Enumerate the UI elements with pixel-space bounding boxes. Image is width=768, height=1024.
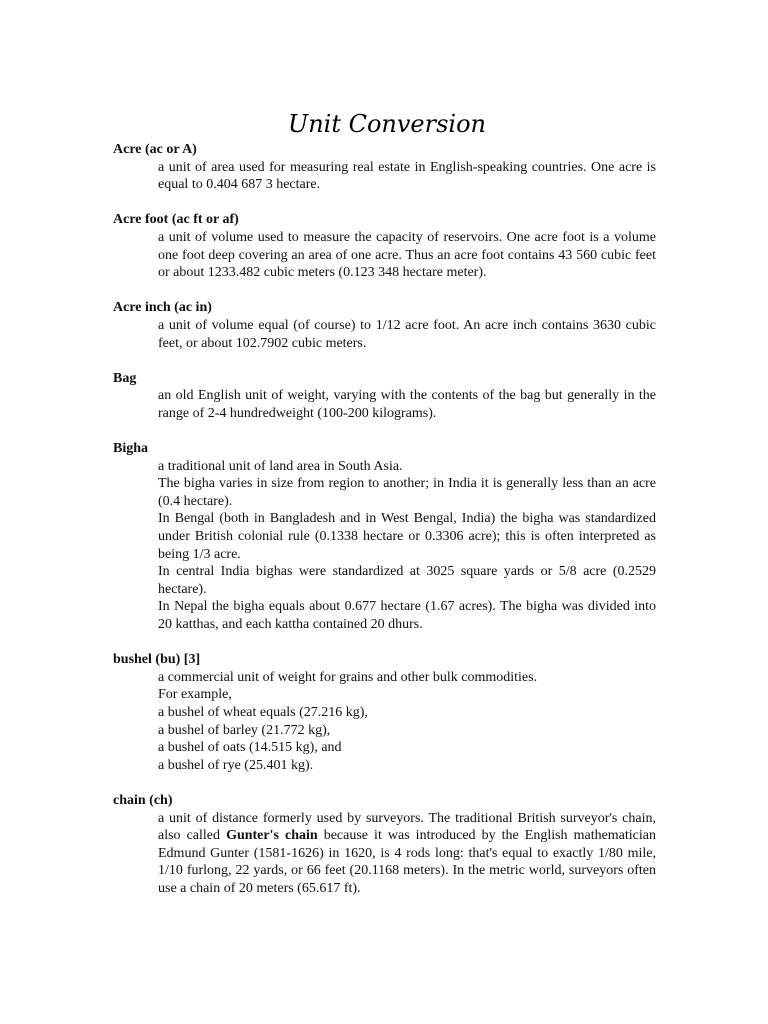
entry-description-line: a traditional unit of land area in South Asia. bbox=[158, 458, 403, 474]
entry-description bbox=[113, 810, 656, 898]
entry-description-line: The bigha varies in size from region to another; in India it is generally less than an acre (0.4 hectare). bbox=[158, 476, 656, 509]
entry-description-line: a commercial unit of weight for grains and other bulk commodities. bbox=[158, 669, 538, 685]
entry-term: Bag bbox=[113, 370, 137, 386]
entry-description-line: For example, bbox=[158, 687, 232, 703]
glossary-entry-acre-inch bbox=[113, 299, 656, 352]
entry-description-line: a bushel of oats (14.515 kg), and bbox=[158, 740, 342, 756]
glossary-list bbox=[113, 141, 656, 898]
entry-description-text: a unit of distance formerly used by surveyors. The traditional British surveyor's chain, also called bbox=[158, 810, 656, 844]
entry-description-line: a bushel of rye (25.401 kg). bbox=[158, 757, 314, 773]
entry-term: chain (ch) bbox=[113, 792, 173, 808]
entry-description-line: In central India bighas were standardized at 3025 square yards or 5/8 acre (0.2529 hectare). bbox=[158, 564, 656, 597]
entry-description-line: In Bengal (both in Bangladesh and in West Bengal, India) the bigha was standardized under British colonial rule (0.1338 hectare or 0.3306 acre); this is often interpreted as being 1/3 acre. bbox=[158, 511, 656, 562]
page-title: Unit Conversion bbox=[287, 110, 487, 138]
entry-description-line: a bushel of barley (21.772 kg), bbox=[158, 722, 331, 738]
glossary-entry-bushel bbox=[113, 651, 656, 774]
glossary-entry-chain bbox=[113, 792, 656, 898]
glossary-entry-bigha bbox=[113, 440, 656, 634]
glossary-entry-acre-foot bbox=[113, 211, 656, 281]
entry-description-text: because it was introduced by the English mathematician Edmund Gunter (1581-1626) in 1620, is 4 rods long: that's equal to exactly 1/80 mile, 1/10 furlong, 22 yards, or 66 feet (20.1168 meters). In the metric world, surveyors often use a chain of 20 meters (65.617 ft). bbox=[158, 828, 656, 896]
entry-term: Bigha bbox=[113, 441, 149, 457]
entry-description: a unit of area used for measuring real estate in English-speaking countries. One acre is equal to 0.404 687 3 hectare. bbox=[158, 159, 656, 193]
entry-description: an old English unit of weight, varying with the contents of the bag but generally in the range of 2-4 hundredweight (100-200 kilograms). bbox=[158, 388, 656, 421]
entry-term: Acre inch (ac in) bbox=[113, 300, 212, 316]
entry-term: Acre foot (ac ft or af) bbox=[113, 212, 239, 228]
entry-description-line: In Nepal the bigha equals about 0.677 hectare (1.67 acres). The bigha was divided into 20 katthas, and each kattha contained 20 dhurs. bbox=[158, 599, 656, 633]
entry-term: bushel (bu) [3] bbox=[113, 652, 201, 668]
entry-description-line: a bushel of wheat equals (27.216 kg), bbox=[158, 705, 368, 720]
glossary-entry-acre bbox=[113, 141, 656, 194]
entry-description-emphasis: Gunter's chain bbox=[226, 828, 318, 844]
entry-description: a unit of volume equal (of course) to 1/12 acre foot. An acre inch contains 3630 cubic feet, or about 102.7902 cubic meters. bbox=[158, 317, 656, 351]
entry-description: a unit of volume used to measure the capacity of reservoirs. One acre foot is a volume one foot deep covering an area of one acre. Thus an acre foot contains 43 560 cubic feet or about 1233.482 cubic meters (0.123 348 hectare meter). bbox=[158, 229, 656, 281]
entry-term: Acre (ac or A) bbox=[113, 142, 197, 157]
glossary-entry-bag bbox=[113, 370, 656, 423]
